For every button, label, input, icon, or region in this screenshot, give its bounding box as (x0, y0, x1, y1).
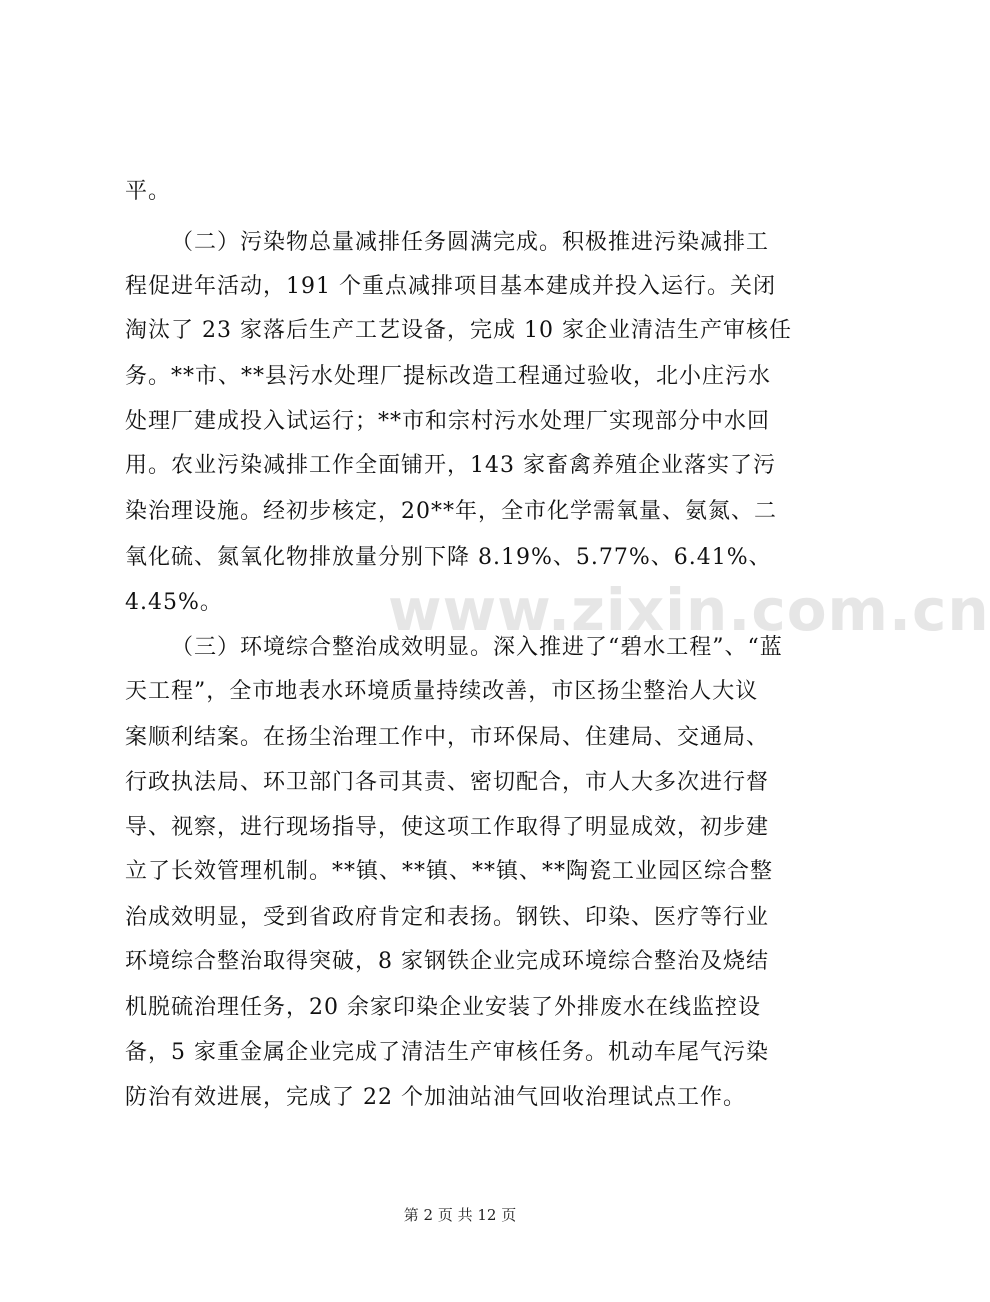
body-line: 防治有效进展，完成了 22 个加油站油气回收治理试点工作。 (125, 1085, 746, 1110)
body-line: 天工程”，全市地表水环境质量持续改善，市区扬尘整治人大议 (125, 679, 759, 704)
body-line: 用。农业污染减排工作全面铺开，143 家畜禽养殖企业落实了污 (125, 453, 776, 478)
body-line: 案顺利结案。在扬尘治理工作中，市环保局、住建局、交通局、 (125, 725, 770, 750)
body-line: 立了长效管理机制。**镇、**镇、**镇、**陶瓷工业园区综合整 (125, 859, 774, 884)
page-footer: 第 2 页 共 12 页 (403, 1206, 517, 1224)
section-heading-line: （二）污染物总量减排任务圆满完成。积极推进污染减排工 (171, 230, 770, 255)
body-line: 程促进年活动，191 个重点减排项目基本建成并投入运行。关闭 (125, 274, 776, 299)
body-line: 氧化硫、氮氧化物排放量分别下降 8.19%、5.77%、6.41%、 (125, 545, 772, 570)
body-line: 治成效明显，受到省政府肯定和表扬。钢铁、印染、医疗等行业 (125, 905, 770, 930)
section-heading-line: （三）环境综合整治成效明显。深入推进了“碧水工程”、“蓝 (171, 635, 783, 660)
body-line: 淘汰了 23 家落后生产工艺设备，完成 10 家企业清洁生产审核任 (125, 318, 792, 343)
body-line: 4.45%。 (125, 590, 223, 615)
body-line: 平。 (125, 179, 172, 204)
body-line: 处理厂建成投入试运行；**市和宗村污水处理厂实现部分中水回 (125, 409, 771, 434)
body-line: 导、视察，进行现场指导，使这项工作取得了明显成效，初步建 (125, 815, 770, 840)
body-line: 务。**市、**县污水处理厂提标改造工程通过验收，北小庄污水 (125, 364, 772, 389)
body-line: 机脱硫治理任务，20 余家印染企业安装了外排废水在线监控设 (125, 995, 761, 1020)
body-line: 染治理设施。经初步核定，20**年，全市化学需氧量、氨氮、二 (125, 499, 777, 524)
watermark: www.zixin.com.cn (388, 576, 990, 644)
body-line: 备，5 家重金属企业完成了清洁生产审核任务。机动车尾气污染 (125, 1040, 769, 1065)
body-line: 环境综合整治取得突破，8 家钢铁企业完成环境综合整治及烧结 (125, 949, 769, 974)
body-line: 行政执法局、环卫部门各司其责、密切配合，市人大多次进行督 (125, 770, 770, 795)
